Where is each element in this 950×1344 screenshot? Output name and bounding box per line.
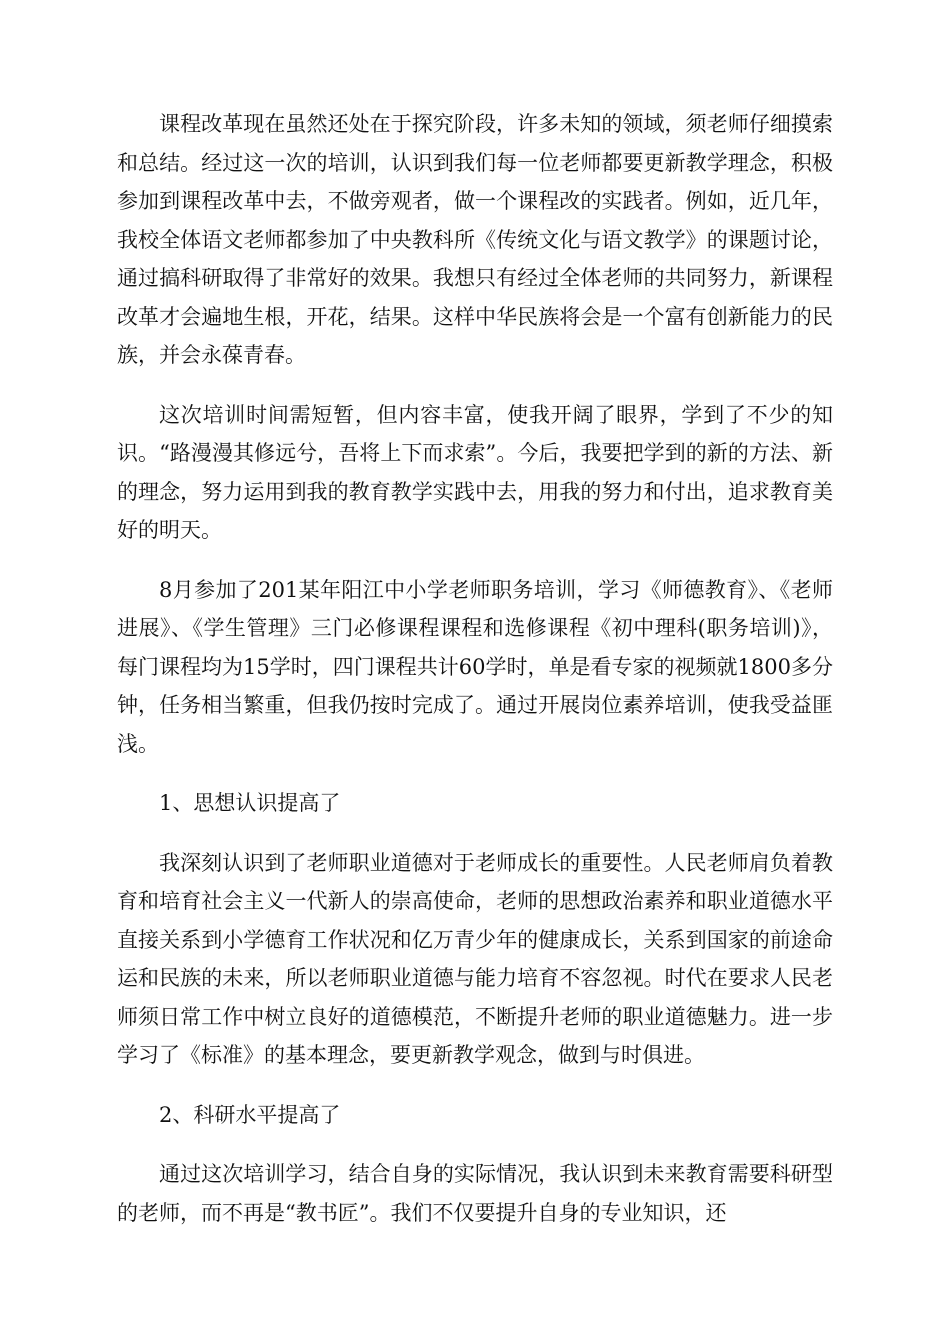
paragraph-professional-ethics: 我深刻认识到了老师职业道德对于老师成长的重要性。人民老师肩负着教育和培育社会主义一代新人的崇高使命，老师的思想政治素养和职业道德水平直接关系到小学德育工作状况和亿万青少年的健康成长，关系到国家的前途命运和民族的未来，所以老师职业道德与能力培育不容忽视。时代在要求人民老师须日常工作中树立良好的道德模范，不断提升老师的职业道德魅力。进一步学习了《标准》的基本理念，要更新教学观念，做到与时俱进。 <box>117 850 833 1067</box>
section-heading-2: 2、科研水平提高了 <box>159 1102 341 1127</box>
document-body <box>117 105 833 1253</box>
paragraph-research-level: 通过这次培训学习，结合自身的实际情况，我认识到未来教育需要科研型的老师，而不再是“教书匠”。我们不仅要提升自身的专业知识，还 <box>117 1162 833 1225</box>
section-heading-1: 1、思想认识提高了 <box>159 791 341 815</box>
paragraph-training-summary: 这次培训时间需短暂，但内容丰富，使我开阔了眼界，学到了不少的知识。“路漫漫其修远兮，吾将上下而求索”。今后，我要把学到的新的方法、新的理念，努力运用到我的教育教学实践中去，用我的努力和付出，追求教育美好的明天。 <box>117 402 833 542</box>
paragraph-curriculum-reform: 课程改革现在虽然还处在于探究阶段，许多未知的领域，须老师仔细摸索和总结。经过这一次的培训，认识到我们每一位老师都要更新教学理念，积极参加到课程改革中去，不做旁观者，做一个课程改的实践者。例如，近几年，我校全体语文老师都参加了中央教科所《传统文化与语文教学》的课题讨论，通过搞科研取得了非常好的效果。我想只有经过全体老师的共同努力，新课程改革才会遍地生根，开花，结果。这样中华民族将会是一个富有创新能力的民族，并会永葆青春。 <box>117 112 833 367</box>
paragraph-august-training: 8月参加了201某年阳江中小学老师职务培训，学习《师德教育》、《老师进展》、《学生管理》三门必修课程课程和选修课程《初中理科(职务培训)》，每门课程均为15学时，四门课程共计60学时，单是看专家的视频就1800多分钟，任务相当繁重，但我仍按时完成了。通过开展岗位素养培训，使我受益匪浅。 <box>117 577 833 756</box>
